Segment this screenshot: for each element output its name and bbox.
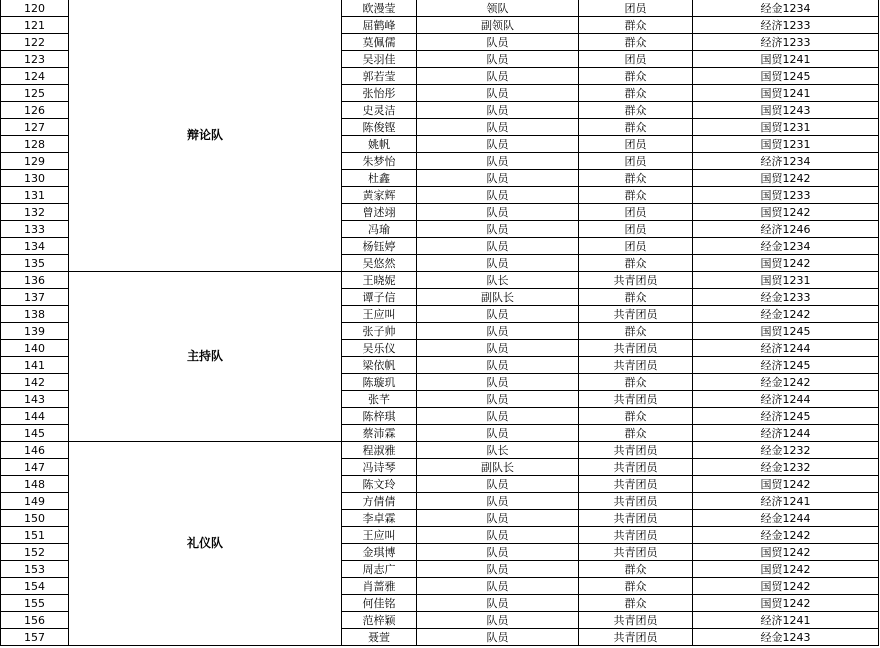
political-status-cell: 团员 bbox=[579, 238, 693, 255]
role-cell: 副领队 bbox=[417, 17, 579, 34]
class-cell: 经济1233 bbox=[693, 17, 879, 34]
member-name-cell: 梁依帆 bbox=[342, 357, 417, 374]
role-cell: 队员 bbox=[417, 119, 579, 136]
class-cell: 经济1245 bbox=[693, 408, 879, 425]
member-name-cell: 金琪博 bbox=[342, 544, 417, 561]
row-number-cell: 122 bbox=[1, 34, 69, 51]
row-number-cell: 123 bbox=[1, 51, 69, 68]
row-number-cell: 140 bbox=[1, 340, 69, 357]
row-number-cell: 148 bbox=[1, 476, 69, 493]
political-status-cell: 团员 bbox=[579, 153, 693, 170]
role-cell: 队员 bbox=[417, 561, 579, 578]
member-name-cell: 吴羽佳 bbox=[342, 51, 417, 68]
member-name-cell: 张子帅 bbox=[342, 323, 417, 340]
member-name-cell: 方倩倩 bbox=[342, 493, 417, 510]
role-cell: 队员 bbox=[417, 221, 579, 238]
member-name-cell: 黄家辉 bbox=[342, 187, 417, 204]
row-number-cell: 143 bbox=[1, 391, 69, 408]
class-cell: 国贸1242 bbox=[693, 561, 879, 578]
political-status-cell: 团员 bbox=[579, 51, 693, 68]
class-cell: 经济1245 bbox=[693, 357, 879, 374]
roster-table-body bbox=[1, 0, 879, 646]
class-cell: 经济1246 bbox=[693, 221, 879, 238]
political-status-cell: 群众 bbox=[579, 85, 693, 102]
role-cell: 队员 bbox=[417, 510, 579, 527]
row-number-cell: 131 bbox=[1, 187, 69, 204]
role-cell: 队员 bbox=[417, 595, 579, 612]
role-cell: 队员 bbox=[417, 340, 579, 357]
class-cell: 经济1241 bbox=[693, 493, 879, 510]
role-cell: 队员 bbox=[417, 357, 579, 374]
class-cell: 经金1242 bbox=[693, 374, 879, 391]
row-number-cell: 152 bbox=[1, 544, 69, 561]
role-cell: 队员 bbox=[417, 136, 579, 153]
member-name-cell: 肖蔷雅 bbox=[342, 578, 417, 595]
political-status-cell: 群众 bbox=[579, 323, 693, 340]
member-name-cell: 杨钰婷 bbox=[342, 238, 417, 255]
political-status-cell: 团员 bbox=[579, 136, 693, 153]
row-number-cell: 127 bbox=[1, 119, 69, 136]
role-cell: 队员 bbox=[417, 425, 579, 442]
role-cell: 队员 bbox=[417, 68, 579, 85]
role-cell: 队员 bbox=[417, 323, 579, 340]
class-cell: 经金1243 bbox=[693, 629, 879, 646]
role-cell: 队员 bbox=[417, 255, 579, 272]
member-name-cell: 程淑雅 bbox=[342, 442, 417, 459]
row-number-cell: 136 bbox=[1, 272, 69, 289]
political-status-cell: 群众 bbox=[579, 578, 693, 595]
class-cell: 经金1232 bbox=[693, 459, 879, 476]
row-number-cell: 157 bbox=[1, 629, 69, 646]
row-number-cell: 132 bbox=[1, 204, 69, 221]
class-cell: 经金1242 bbox=[693, 306, 879, 323]
political-status-cell: 群众 bbox=[579, 17, 693, 34]
member-name-cell: 谭子信 bbox=[342, 289, 417, 306]
class-cell: 经金1244 bbox=[693, 510, 879, 527]
row-number-cell: 134 bbox=[1, 238, 69, 255]
row-number-cell: 156 bbox=[1, 612, 69, 629]
member-name-cell: 屈鹤峰 bbox=[342, 17, 417, 34]
role-cell: 队员 bbox=[417, 544, 579, 561]
role-cell: 队员 bbox=[417, 170, 579, 187]
table-row bbox=[1, 272, 879, 289]
member-name-cell: 史灵洁 bbox=[342, 102, 417, 119]
class-cell: 国贸1241 bbox=[693, 85, 879, 102]
team-name-cell: 辩论队 bbox=[69, 0, 342, 272]
team-name-cell: 主持队 bbox=[69, 272, 342, 442]
member-name-cell: 何佳铭 bbox=[342, 595, 417, 612]
class-cell: 国贸1241 bbox=[693, 51, 879, 68]
class-cell: 国贸1233 bbox=[693, 187, 879, 204]
row-number-cell: 145 bbox=[1, 425, 69, 442]
class-cell: 国贸1245 bbox=[693, 68, 879, 85]
political-status-cell: 共青团员 bbox=[579, 391, 693, 408]
political-status-cell: 群众 bbox=[579, 68, 693, 85]
member-name-cell: 欧漫莹 bbox=[342, 0, 417, 17]
role-cell: 队员 bbox=[417, 493, 579, 510]
row-number-cell: 151 bbox=[1, 527, 69, 544]
member-name-cell: 张芊 bbox=[342, 391, 417, 408]
member-name-cell: 李卓霖 bbox=[342, 510, 417, 527]
class-cell: 经济1244 bbox=[693, 391, 879, 408]
political-status-cell: 团员 bbox=[579, 0, 693, 17]
row-number-cell: 144 bbox=[1, 408, 69, 425]
member-name-cell: 张怡彤 bbox=[342, 85, 417, 102]
political-status-cell: 群众 bbox=[579, 187, 693, 204]
political-status-cell: 群众 bbox=[579, 255, 693, 272]
member-name-cell: 郭若莹 bbox=[342, 68, 417, 85]
political-status-cell: 群众 bbox=[579, 34, 693, 51]
member-name-cell: 陈俊铿 bbox=[342, 119, 417, 136]
row-number-cell: 128 bbox=[1, 136, 69, 153]
member-name-cell: 杜鑫 bbox=[342, 170, 417, 187]
role-cell: 副队长 bbox=[417, 459, 579, 476]
political-status-cell: 共青团员 bbox=[579, 340, 693, 357]
member-name-cell: 周志广 bbox=[342, 561, 417, 578]
class-cell: 国贸1242 bbox=[693, 476, 879, 493]
member-name-cell: 王晓妮 bbox=[342, 272, 417, 289]
member-name-cell: 陈文玲 bbox=[342, 476, 417, 493]
role-cell: 队员 bbox=[417, 153, 579, 170]
political-status-cell: 共青团员 bbox=[579, 544, 693, 561]
class-cell: 国贸1231 bbox=[693, 136, 879, 153]
role-cell: 队员 bbox=[417, 391, 579, 408]
row-number-cell: 133 bbox=[1, 221, 69, 238]
row-number-cell: 125 bbox=[1, 85, 69, 102]
role-cell: 领队 bbox=[417, 0, 579, 17]
class-cell: 经金1234 bbox=[693, 0, 879, 17]
role-cell: 队员 bbox=[417, 187, 579, 204]
row-number-cell: 139 bbox=[1, 323, 69, 340]
table-row bbox=[1, 0, 879, 17]
political-status-cell: 共青团员 bbox=[579, 527, 693, 544]
member-name-cell: 莫佩儒 bbox=[342, 34, 417, 51]
role-cell: 队员 bbox=[417, 374, 579, 391]
role-cell: 队员 bbox=[417, 204, 579, 221]
role-cell: 队员 bbox=[417, 102, 579, 119]
row-number-cell: 138 bbox=[1, 306, 69, 323]
class-cell: 国贸1231 bbox=[693, 119, 879, 136]
role-cell: 队员 bbox=[417, 408, 579, 425]
class-cell: 国贸1242 bbox=[693, 595, 879, 612]
role-cell: 队员 bbox=[417, 629, 579, 646]
class-cell: 国贸1242 bbox=[693, 204, 879, 221]
row-number-cell: 142 bbox=[1, 374, 69, 391]
political-status-cell: 群众 bbox=[579, 425, 693, 442]
row-number-cell: 126 bbox=[1, 102, 69, 119]
member-name-cell: 朱梦怡 bbox=[342, 153, 417, 170]
role-cell: 队员 bbox=[417, 34, 579, 51]
role-cell: 队长 bbox=[417, 442, 579, 459]
member-name-cell: 聂萱 bbox=[342, 629, 417, 646]
row-number-cell: 141 bbox=[1, 357, 69, 374]
class-cell: 经济1233 bbox=[693, 34, 879, 51]
class-cell: 国贸1242 bbox=[693, 544, 879, 561]
class-cell: 经济1244 bbox=[693, 340, 879, 357]
class-cell: 经金1242 bbox=[693, 527, 879, 544]
member-name-cell: 吴悠然 bbox=[342, 255, 417, 272]
class-cell: 国贸1242 bbox=[693, 578, 879, 595]
political-status-cell: 群众 bbox=[579, 102, 693, 119]
political-status-cell: 群众 bbox=[579, 289, 693, 306]
member-name-cell: 陈梓琪 bbox=[342, 408, 417, 425]
row-number-cell: 135 bbox=[1, 255, 69, 272]
political-status-cell: 群众 bbox=[579, 408, 693, 425]
member-name-cell: 蔡沛霖 bbox=[342, 425, 417, 442]
row-number-cell: 153 bbox=[1, 561, 69, 578]
class-cell: 经济1241 bbox=[693, 612, 879, 629]
role-cell: 队员 bbox=[417, 527, 579, 544]
political-status-cell: 共青团员 bbox=[579, 306, 693, 323]
political-status-cell: 团员 bbox=[579, 221, 693, 238]
role-cell: 队员 bbox=[417, 476, 579, 493]
class-cell: 经金1232 bbox=[693, 442, 879, 459]
political-status-cell: 共青团员 bbox=[579, 493, 693, 510]
class-cell: 经济1234 bbox=[693, 153, 879, 170]
political-status-cell: 共青团员 bbox=[579, 510, 693, 527]
class-cell: 经金1234 bbox=[693, 238, 879, 255]
political-status-cell: 群众 bbox=[579, 374, 693, 391]
row-number-cell: 121 bbox=[1, 17, 69, 34]
row-number-cell: 120 bbox=[1, 0, 69, 17]
member-name-cell: 冯瑜 bbox=[342, 221, 417, 238]
political-status-cell: 共青团员 bbox=[579, 442, 693, 459]
row-number-cell: 147 bbox=[1, 459, 69, 476]
member-name-cell: 姚帆 bbox=[342, 136, 417, 153]
member-name-cell: 吴乐仪 bbox=[342, 340, 417, 357]
row-number-cell: 124 bbox=[1, 68, 69, 85]
political-status-cell: 群众 bbox=[579, 561, 693, 578]
political-status-cell: 群众 bbox=[579, 595, 693, 612]
role-cell: 队员 bbox=[417, 578, 579, 595]
member-name-cell: 王应叫 bbox=[342, 306, 417, 323]
row-number-cell: 150 bbox=[1, 510, 69, 527]
political-status-cell: 共青团员 bbox=[579, 629, 693, 646]
member-name-cell: 冯诗琴 bbox=[342, 459, 417, 476]
row-number-cell: 155 bbox=[1, 595, 69, 612]
row-number-cell: 154 bbox=[1, 578, 69, 595]
row-number-cell: 137 bbox=[1, 289, 69, 306]
role-cell: 队员 bbox=[417, 238, 579, 255]
class-cell: 经金1233 bbox=[693, 289, 879, 306]
political-status-cell: 共青团员 bbox=[579, 476, 693, 493]
class-cell: 国贸1243 bbox=[693, 102, 879, 119]
class-cell: 经济1244 bbox=[693, 425, 879, 442]
role-cell: 队员 bbox=[417, 85, 579, 102]
role-cell: 队员 bbox=[417, 612, 579, 629]
member-name-cell: 曾述翊 bbox=[342, 204, 417, 221]
political-status-cell: 群众 bbox=[579, 119, 693, 136]
team-name-cell: 礼仪队 bbox=[69, 442, 342, 646]
class-cell: 国贸1245 bbox=[693, 323, 879, 340]
role-cell: 副队长 bbox=[417, 289, 579, 306]
political-status-cell: 共青团员 bbox=[579, 459, 693, 476]
political-status-cell: 共青团员 bbox=[579, 272, 693, 289]
table-row bbox=[1, 442, 879, 459]
role-cell: 队员 bbox=[417, 306, 579, 323]
class-cell: 国贸1242 bbox=[693, 170, 879, 187]
row-number-cell: 130 bbox=[1, 170, 69, 187]
row-number-cell: 149 bbox=[1, 493, 69, 510]
role-cell: 队长 bbox=[417, 272, 579, 289]
member-name-cell: 王应叫 bbox=[342, 527, 417, 544]
political-status-cell: 团员 bbox=[579, 204, 693, 221]
class-cell: 国贸1231 bbox=[693, 272, 879, 289]
political-status-cell: 共青团员 bbox=[579, 357, 693, 374]
row-number-cell: 129 bbox=[1, 153, 69, 170]
class-cell: 国贸1242 bbox=[693, 255, 879, 272]
role-cell: 队员 bbox=[417, 51, 579, 68]
row-number-cell: 146 bbox=[1, 442, 69, 459]
political-status-cell: 群众 bbox=[579, 170, 693, 187]
member-name-cell: 范梓颖 bbox=[342, 612, 417, 629]
political-status-cell: 共青团员 bbox=[579, 612, 693, 629]
member-name-cell: 陈璇玑 bbox=[342, 374, 417, 391]
